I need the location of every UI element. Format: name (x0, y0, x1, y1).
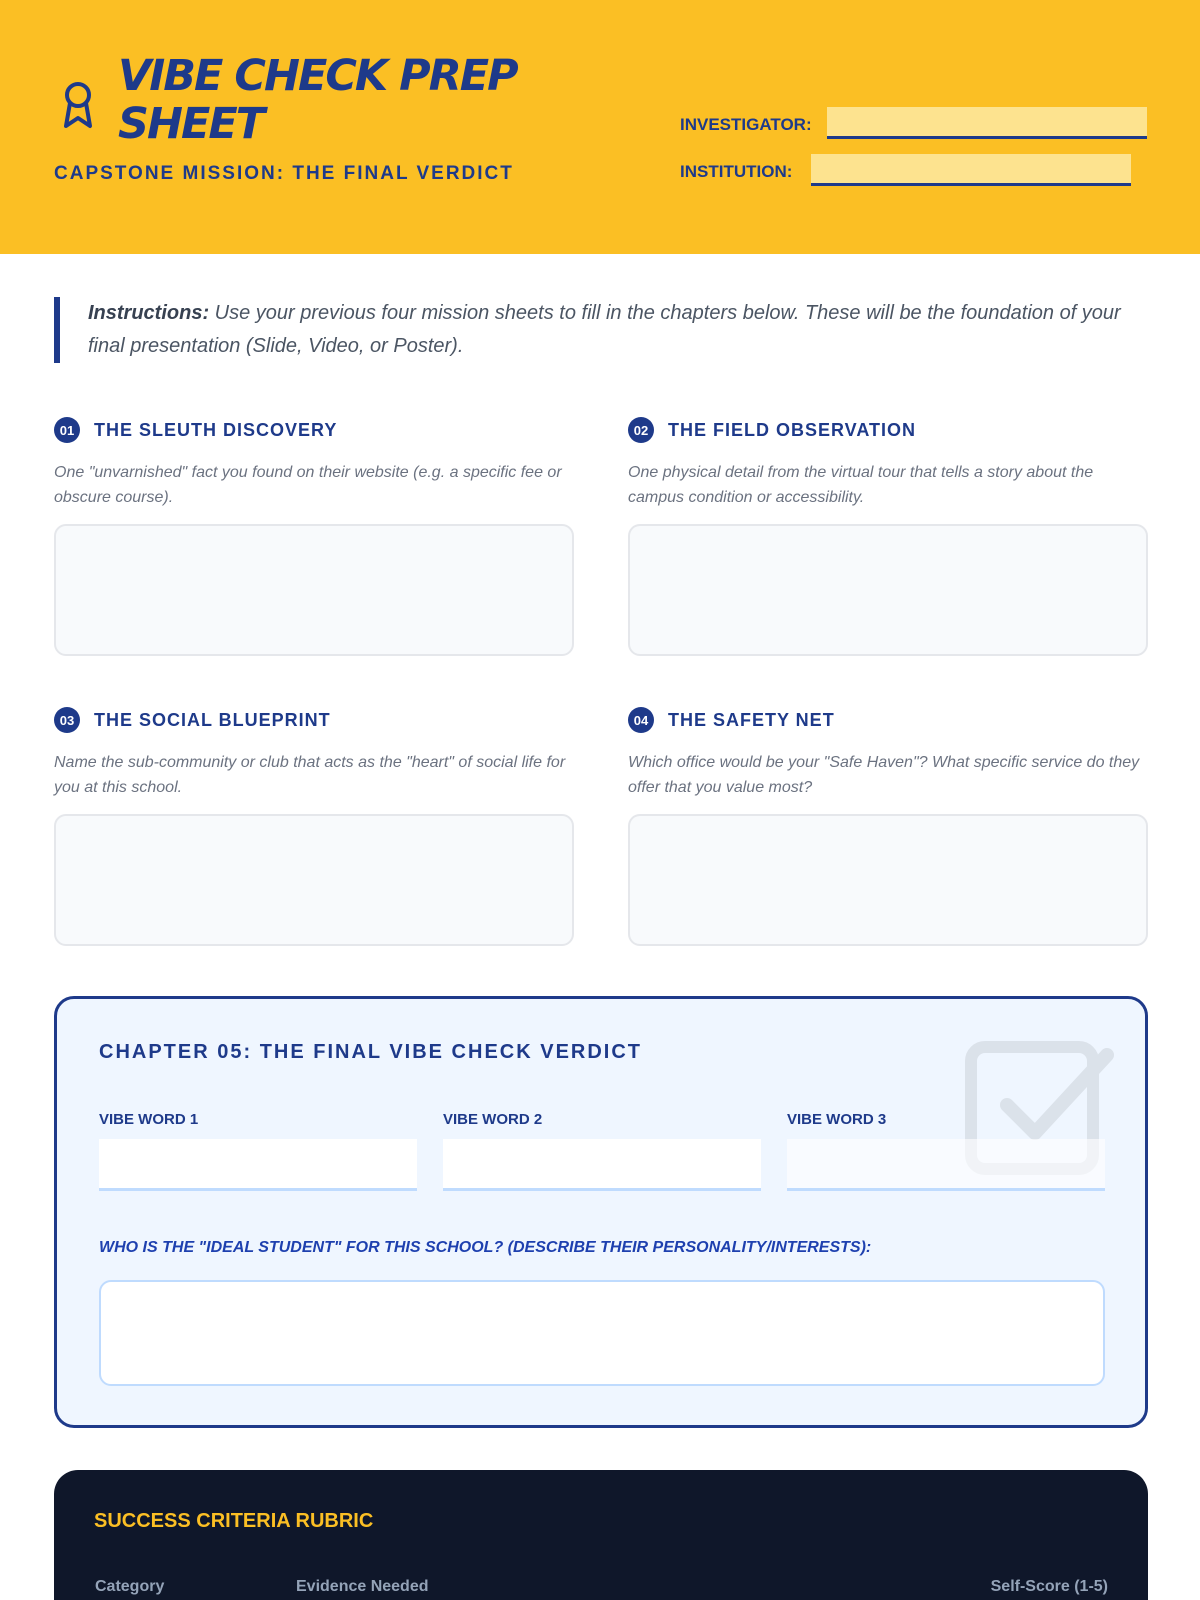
vibe-word-label: VIBE WORD 3 (787, 1111, 887, 1128)
chapter-answer-box[interactable] (54, 814, 574, 946)
investigator-label: INVESTIGATOR: (680, 115, 812, 134)
chapter-03 (54, 706, 574, 946)
chapter-title: THE SOCIAL BLUEPRINT (94, 709, 331, 730)
chapter-title: THE SAFETY NET (668, 709, 835, 730)
chapter-description: One "unvarnished" fact you found on their website (e.g. a specific fee or obscure course). (54, 464, 562, 506)
chapter-answer-box[interactable] (628, 814, 1148, 946)
instructions-text: Use your previous four mission sheets to fill in the chapters below. These will be the foundation of your final presentation (Slide, Video, or Poster). (88, 302, 1121, 357)
chapter-01 (54, 416, 574, 656)
verdict-title: CHAPTER 05: THE FINAL VIBE CHECK VERDICT (99, 1041, 643, 1063)
institution-field[interactable] (811, 154, 1131, 186)
chapter-title: THE FIELD OBSERVATION (668, 419, 917, 440)
chapter-answer-box[interactable] (54, 524, 574, 656)
vibe-word-label: VIBE WORD 1 (99, 1111, 199, 1128)
award-ribbon-icon (58, 80, 98, 130)
final-verdict-panel (54, 996, 1148, 1428)
instructions-lead: Instructions: (88, 302, 210, 324)
vibe-word-3 (787, 1111, 1105, 1191)
chapter-number-badge: 04 (628, 707, 654, 733)
vibe-word-2 (443, 1111, 761, 1191)
rubric-column-header: Self-Score (1-5) (990, 1578, 1108, 1595)
chapter-number-badge: 02 (628, 417, 654, 443)
chapter-title: THE SLEUTH DISCOVERY (94, 419, 338, 440)
page-title: VIBE CHECK PREP SHEET (118, 51, 517, 149)
institution-label: INSTITUTION: (680, 162, 793, 181)
instructions-callout (54, 297, 1150, 363)
investigator-field[interactable] (827, 107, 1147, 139)
vibe-word-input[interactable] (787, 1139, 1105, 1191)
rubric-column-header: Category (95, 1578, 165, 1595)
success-rubric-panel (54, 1470, 1148, 1600)
header-banner (0, 0, 1200, 254)
vibe-word-input[interactable] (443, 1139, 761, 1191)
ideal-student-textarea[interactable] (99, 1280, 1105, 1386)
chapter-02 (628, 416, 1148, 656)
ideal-student-label: WHO IS THE "IDEAL STUDENT" FOR THIS SCHOOL? (DESCRIBE THEIR PERSONALITY/INTERESTS): (99, 1239, 872, 1256)
chapter-description: Name the sub-community or club that acts as the "heart" of social life for you at this school. (54, 754, 566, 796)
vibe-word-1 (99, 1111, 417, 1191)
rubric-column-header: Evidence Needed (296, 1578, 429, 1595)
chapter-description: Which office would be your "Safe Haven"? What specific service do they offer that you value most? (628, 754, 1140, 796)
vibe-word-input[interactable] (99, 1139, 417, 1191)
chapter-answer-box[interactable] (628, 524, 1148, 656)
chapter-description: One physical detail from the virtual tour that tells a story about the campus condition or accessibility. (628, 464, 1094, 506)
page-subtitle: CAPSTONE MISSION: THE FINAL VERDICT (54, 163, 514, 184)
chapter-04 (628, 706, 1148, 946)
chapter-number-badge: 01 (54, 417, 80, 443)
vibe-word-label: VIBE WORD 2 (443, 1111, 543, 1128)
chapter-number-badge: 03 (54, 707, 80, 733)
rubric-title: SUCCESS CRITERIA RUBRIC (94, 1510, 374, 1532)
